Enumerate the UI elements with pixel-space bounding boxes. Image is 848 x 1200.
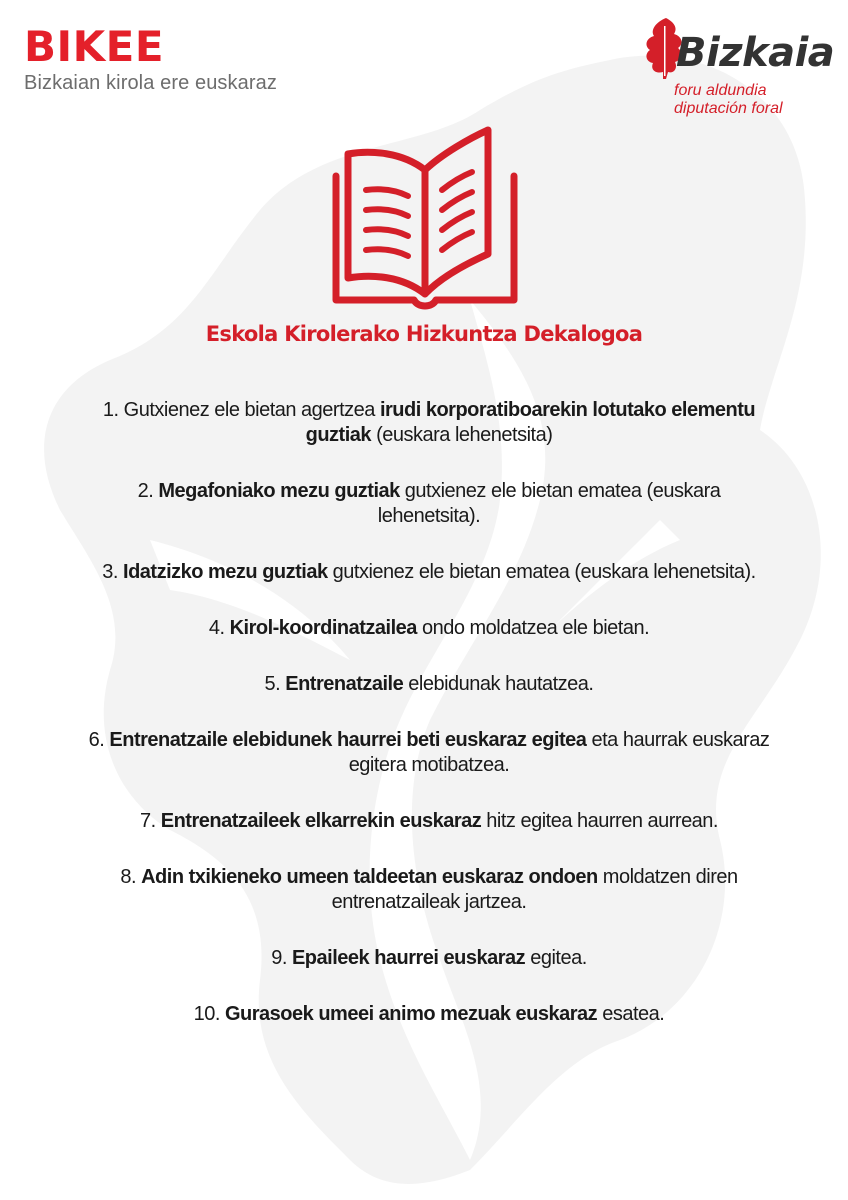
bikee-tagline: Bizkaian kirola ere euskaraz: [24, 72, 277, 94]
bikee-logo: [24, 22, 277, 95]
decalogue-item: [84, 1002, 774, 1027]
decalogue-list: [84, 398, 774, 1058]
decalogue-item: [84, 809, 774, 834]
item-number: 2.: [137, 480, 154, 502]
item-text: eta haurrak euskaraz egitera motibatzea.: [348, 729, 770, 776]
item-number: 8.: [120, 866, 137, 888]
item-emphasis: Entrenatzaileek elkarrekin euskaraz: [160, 810, 482, 832]
item-text: moldatzen diren entrenatzaileak jartzea.: [331, 866, 738, 913]
item-number: 7.: [140, 810, 156, 832]
bizkaia-subtitle-eu: foru aldundia: [674, 82, 767, 99]
item-text: Gutxienez ele bietan agertzea: [123, 399, 380, 421]
item-number: 5.: [264, 673, 281, 695]
item-number: 6.: [88, 729, 105, 751]
decalogue-item: [84, 728, 774, 778]
bizkaia-subtitle-es: diputación foral: [674, 100, 783, 117]
item-text: (euskara lehenetsita): [371, 424, 553, 446]
item-number: 9.: [271, 947, 287, 969]
item-text: elebidunak hautatzea.: [403, 673, 594, 695]
item-text: gutxienez ele bietan ematea (euskara lehenetsita).: [377, 480, 721, 527]
bizkaia-name: Bizkaia: [676, 30, 835, 76]
item-emphasis: irudi korporatiboarekin lotutako elementu guztiak: [305, 399, 756, 446]
item-emphasis: Idatzizko mezu guztiak: [123, 561, 328, 583]
item-emphasis: Epaileek haurrei euskaraz: [291, 947, 526, 969]
open-book-icon: [330, 124, 520, 310]
item-number: 1.: [102, 399, 119, 421]
bizkaia-logo: [640, 12, 835, 117]
decalogue-item: [84, 672, 774, 697]
decalogue-item: [84, 479, 774, 529]
decalogue-item: [84, 398, 774, 448]
decalogue-item: [84, 946, 774, 971]
item-number: 4.: [208, 617, 225, 639]
bikee-brand: BIKEE: [24, 22, 165, 71]
item-emphasis: Kirol-koordinatzailea: [229, 617, 417, 639]
item-text: egitea.: [525, 947, 587, 969]
item-number: 3.: [102, 561, 118, 583]
item-number: 10.: [193, 1003, 220, 1025]
decalogue-item: [84, 560, 774, 585]
item-emphasis: Entrenatzaile: [285, 673, 404, 695]
item-text: hitz egitea haurren aurrean.: [481, 810, 718, 832]
decalogue-item: [84, 865, 774, 915]
item-text: esatea.: [597, 1003, 665, 1025]
item-text: gutxienez ele bietan ematea (euskara lehenetsita).: [327, 561, 756, 583]
item-emphasis: Gurasoek umeei animo mezuak euskaraz: [225, 1003, 598, 1025]
item-emphasis: Megafoniako mezu guztiak: [158, 480, 400, 502]
item-emphasis: Entrenatzaile elebidunek haurrei beti euskaraz egitea: [109, 729, 587, 751]
item-text: ondo moldatzea ele bietan.: [416, 617, 650, 639]
item-emphasis: Adin txikieneko umeen taldeetan euskaraz ondoen: [141, 866, 598, 888]
page-title: Eskola Kirolerako Hizkuntza Dekalogoa: [205, 322, 643, 346]
decalogue-item: [84, 616, 774, 641]
